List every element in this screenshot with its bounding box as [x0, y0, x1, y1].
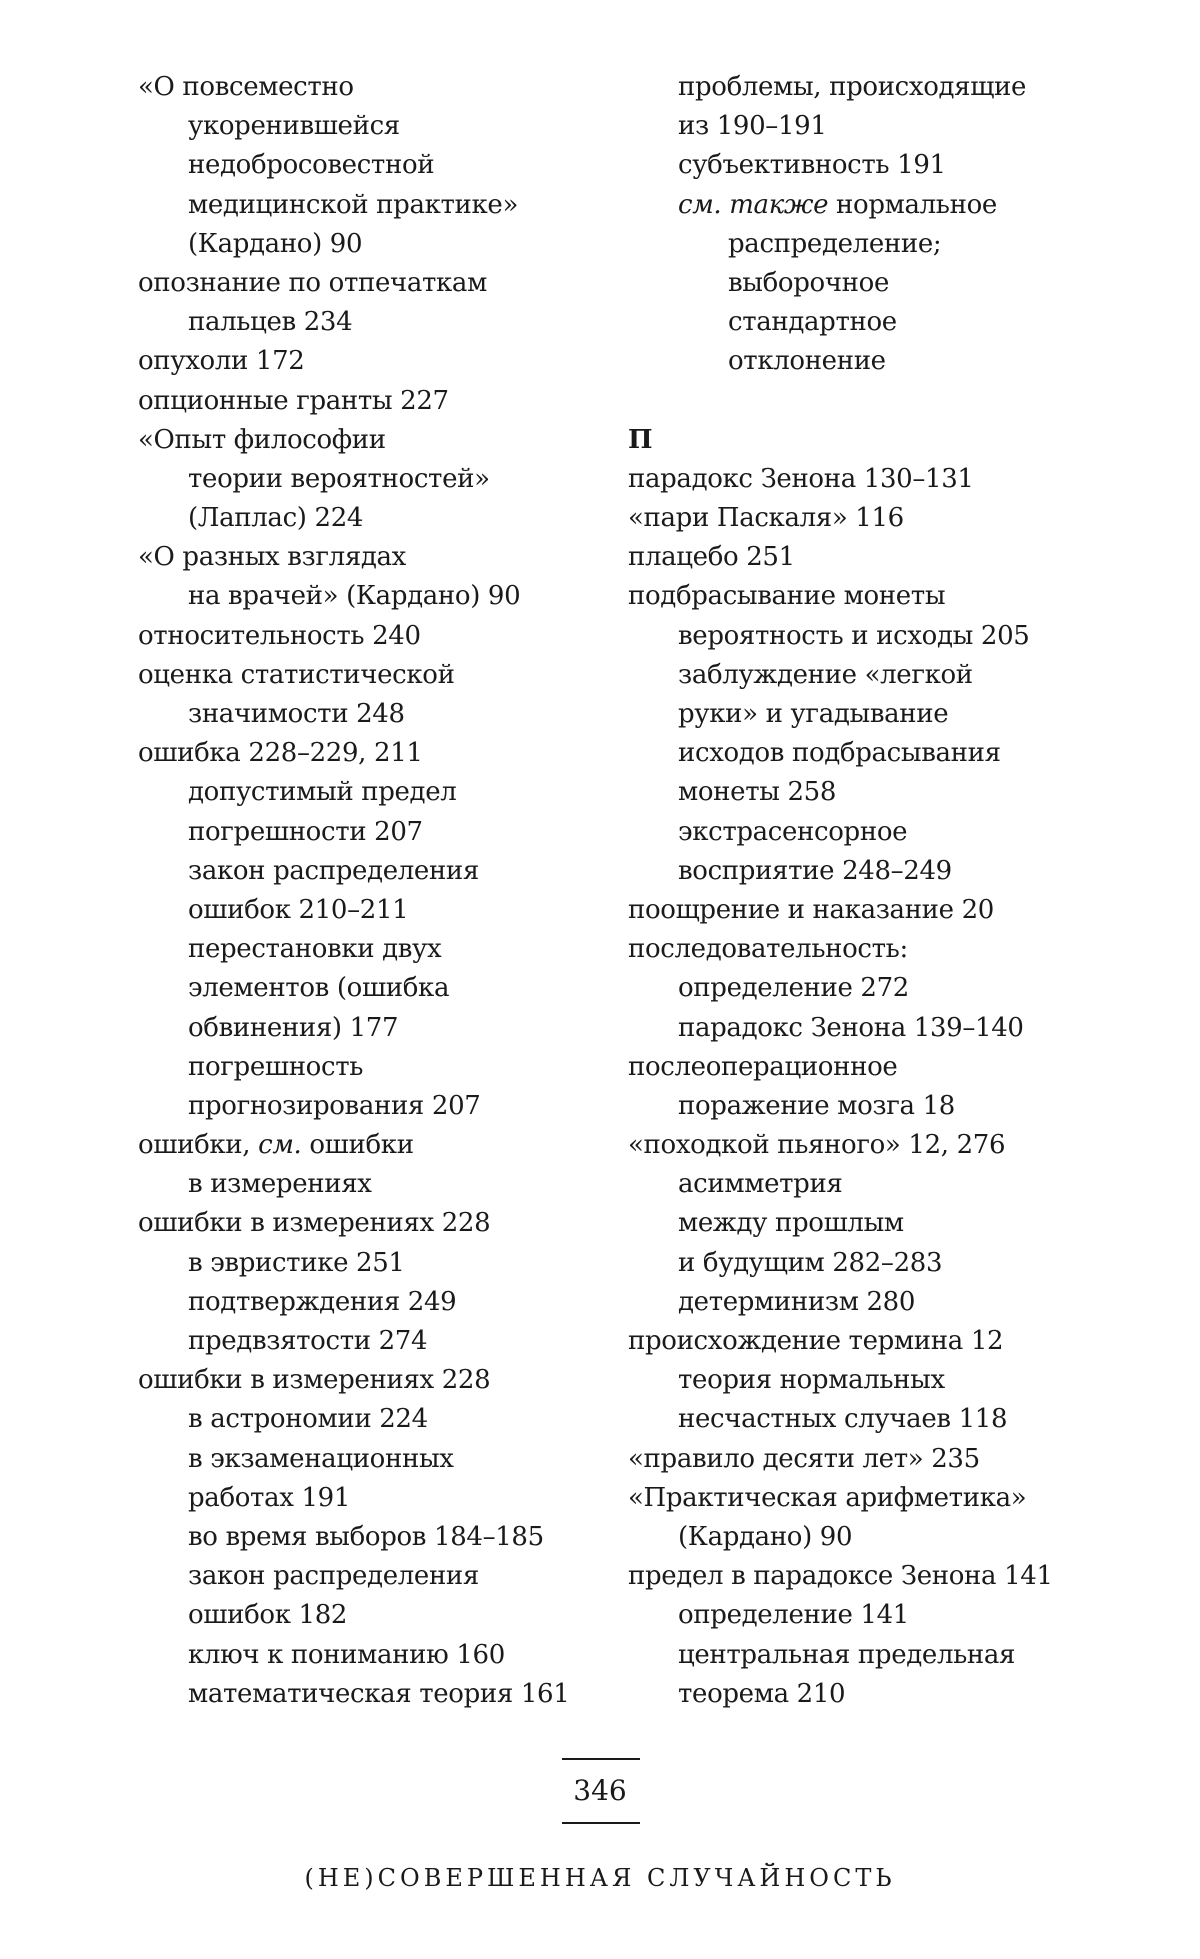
- index-subentry: [628, 969, 1088, 1008]
- index-entry: [138, 734, 608, 773]
- entry-text: закон распределения: [188, 1561, 479, 1592]
- entry-text: относительность 240: [138, 620, 421, 651]
- entry-text: предел в парадоксе Зенона 141: [628, 1561, 1053, 1592]
- index-entry: [138, 421, 608, 460]
- entry-text: П: [628, 424, 653, 455]
- entry-text: медицинской практике»: [188, 189, 519, 220]
- index-entry: [628, 1479, 1088, 1518]
- index-subentry: [138, 891, 608, 930]
- index-subentry: [628, 852, 1088, 891]
- entry-text: асимметрия: [678, 1169, 843, 1200]
- entry-text: субъективность 191: [678, 150, 946, 181]
- index-subentry: [138, 1518, 608, 1557]
- index-subentry: [628, 186, 1088, 225]
- entry-text: несчастных случаев 118: [678, 1404, 1008, 1435]
- index-subentry: [138, 695, 608, 734]
- entry-text: погрешности 207: [188, 816, 423, 847]
- entry-text: работах 191: [188, 1482, 351, 1513]
- index-entry: [628, 499, 1088, 538]
- entry-text: теория нормальных: [678, 1365, 945, 1396]
- index-subentry: [138, 969, 608, 1008]
- index-subentry: [138, 577, 608, 616]
- index-subentry: [628, 773, 1088, 812]
- entry-text: перестановки двух: [188, 934, 442, 965]
- entry-text: монеты 258: [678, 777, 837, 808]
- index-entry: [628, 460, 1088, 499]
- entry-text: ошибка 228–229, 211: [138, 738, 423, 769]
- index-subentry: [138, 107, 608, 146]
- running-footer-title: (НЕ)СОВЕРШЕННАЯ СЛУЧАЙНОСТЬ: [304, 1864, 896, 1892]
- index-subentry: [628, 146, 1088, 185]
- index-entry: [138, 342, 608, 381]
- index-subentry: [138, 1636, 608, 1675]
- entry-text: (Лаплас) 224: [188, 503, 364, 534]
- entry-text: исходов подбрасывания: [678, 738, 1001, 769]
- section-gap: [628, 382, 1088, 421]
- entry-text: укоренившейся: [188, 111, 400, 142]
- entry-text: обвинения) 177: [188, 1012, 399, 1043]
- index-column-right: [628, 68, 1088, 1714]
- index-entry: [628, 577, 1088, 616]
- index-subentry: [628, 68, 1088, 107]
- index-entry: [628, 1322, 1088, 1361]
- entry-text: «походкой пьяного» 12, 276: [628, 1130, 1006, 1161]
- index-subentry: [138, 1557, 608, 1596]
- index-subentry: [138, 773, 608, 812]
- index-subentry: [138, 303, 608, 342]
- index-subentry: [628, 695, 1088, 734]
- folio-rule-bottom: [562, 1822, 640, 1824]
- entry-text: опознание по отпечаткам: [138, 267, 487, 298]
- index-subentry: [628, 342, 1088, 381]
- index-subentry: [628, 1596, 1088, 1635]
- entry-text: «Опыт философии: [138, 424, 386, 455]
- entry-text: последовательность:: [628, 934, 908, 965]
- index-entry: [138, 1126, 608, 1165]
- entry-text: распределение;: [728, 228, 942, 259]
- entry-text: (Кардано) 90: [188, 228, 363, 259]
- index-subentry: [628, 1283, 1088, 1322]
- index-entry: [138, 538, 608, 577]
- entry-text: руки» и угадывание: [678, 699, 949, 729]
- entry-text: заблуждение «легкой: [678, 659, 973, 690]
- entry-text: центральная предельная: [678, 1639, 1016, 1670]
- entry-text: из 190–191: [678, 111, 827, 142]
- index-subentry: [628, 1361, 1088, 1400]
- entry-text: «пари Паскаля» 116: [628, 503, 904, 534]
- entry-text: в экзаменационных: [188, 1443, 454, 1474]
- entry-text: поражение мозга 18: [678, 1090, 955, 1121]
- entry-text: стандартное: [728, 307, 897, 338]
- index-entry: [138, 68, 608, 107]
- index-entry: [628, 538, 1088, 577]
- index-section-letter: [628, 421, 1088, 460]
- entry-text: теорема 210: [678, 1678, 846, 1709]
- entry-text-continued: ошибки: [301, 1130, 414, 1161]
- entry-text: допустимый предел: [188, 777, 457, 808]
- entry-text: и будущим 282–283: [678, 1247, 943, 1278]
- index-subentry: [628, 1204, 1088, 1243]
- entry-text: ошибок 210–211: [188, 894, 409, 925]
- index-subentry: [628, 1636, 1088, 1675]
- index-column-left: [138, 68, 608, 1714]
- index-entry: [138, 1204, 608, 1243]
- entry-text: «Практическая арифметика»: [628, 1482, 1027, 1513]
- entry-text: отклонение: [728, 346, 886, 377]
- entry-text: определение 272: [678, 973, 909, 1004]
- entry-text: в эвристике 251: [188, 1247, 405, 1278]
- index-subentry: [628, 734, 1088, 773]
- index-subentry: [138, 146, 608, 185]
- entry-text: определение 141: [678, 1600, 909, 1631]
- index-subentry: [138, 1009, 608, 1048]
- index-entry: [138, 656, 608, 695]
- index-subentry: [138, 1244, 608, 1283]
- index-subentry: [628, 813, 1088, 852]
- index-entry: [628, 1440, 1088, 1479]
- index-subentry: [628, 617, 1088, 656]
- index-subentry: [628, 1675, 1088, 1714]
- index-subentry: [138, 1322, 608, 1361]
- index-subentry: [138, 813, 608, 852]
- cross-reference-marker: см. также: [678, 189, 829, 220]
- entry-text: проблемы, происходящие: [678, 72, 1027, 102]
- entry-text: выборочное: [728, 267, 889, 298]
- entry-text: парадокс Зенона 130–131: [628, 463, 974, 494]
- entry-text: погрешность: [188, 1051, 364, 1082]
- entry-text: «правило десяти лет» 235: [628, 1443, 980, 1474]
- entry-text: ошибок 182: [188, 1600, 348, 1631]
- entry-text: в измерениях: [188, 1169, 372, 1200]
- index-entry: [138, 264, 608, 303]
- index-subentry: [138, 499, 608, 538]
- index-subentry: [138, 852, 608, 891]
- index-entry: [138, 382, 608, 421]
- index-subentry: [138, 1283, 608, 1322]
- entry-text: ошибки в измерениях 228: [138, 1208, 491, 1239]
- entry-text: подбрасывание монеты: [628, 581, 946, 612]
- index-subentry: [628, 1009, 1088, 1048]
- index-subentry: [138, 460, 608, 499]
- index-subentry: [628, 1400, 1088, 1439]
- index-entry: [628, 930, 1088, 969]
- index-subentry: [138, 225, 608, 264]
- entry-text: (Кардано) 90: [678, 1521, 853, 1552]
- index-subentry: [628, 303, 1088, 342]
- index-subentry: [138, 1675, 608, 1714]
- index-subentry: [628, 656, 1088, 695]
- entry-text: «О повсеместно: [138, 72, 354, 102]
- index-entry: [138, 1361, 608, 1400]
- entry-text: опционные гранты 227: [138, 385, 449, 416]
- entry-text: оценка статистической: [138, 659, 455, 690]
- index-entry: [628, 1048, 1088, 1087]
- entry-text: недобросовестной: [188, 150, 435, 181]
- entry-text: значимости 248: [188, 699, 405, 729]
- index-subentry: [138, 1596, 608, 1635]
- index-subentry: [628, 264, 1088, 303]
- entry-text: парадокс Зенона 139–140: [678, 1012, 1024, 1043]
- entry-text: математическая теория 161: [188, 1678, 570, 1709]
- entry-text: восприятие 248–249: [678, 855, 952, 886]
- index-subentry: [628, 1518, 1088, 1557]
- index-subentry: [628, 1244, 1088, 1283]
- index-subentry: [138, 1165, 608, 1204]
- page-number: 346: [573, 1774, 627, 1807]
- entry-text: предвзятости 274: [188, 1326, 428, 1356]
- index-subentry: [138, 1087, 608, 1126]
- entry-text: плацебо 251: [628, 542, 795, 573]
- index-subentry: [138, 1479, 608, 1518]
- cross-reference-marker: см.: [258, 1130, 302, 1161]
- index-entry: [628, 891, 1088, 930]
- index-entry: [628, 1557, 1088, 1596]
- entry-text: теории вероятностей»: [188, 463, 490, 494]
- index-subentry: [628, 107, 1088, 146]
- entry-text: прогнозирования 207: [188, 1090, 481, 1121]
- entry-text: во время выборов 184–185: [188, 1521, 544, 1552]
- index-subentry: [138, 1048, 608, 1087]
- entry-text: поощрение и наказание 20: [628, 894, 994, 925]
- entry-text: «О разных взглядах: [138, 542, 406, 573]
- entry-text: происхождение термина 12: [628, 1326, 1004, 1356]
- folio-rule-top: [562, 1758, 640, 1760]
- index-subentry: [138, 1400, 608, 1439]
- index-entry: [628, 1126, 1088, 1165]
- entry-text: ошибки в измерениях 228: [138, 1365, 491, 1396]
- entry-text: закон распределения: [188, 855, 479, 886]
- entry-text: ключ к пониманию 160: [188, 1639, 505, 1670]
- entry-text: ошибки,: [138, 1130, 259, 1161]
- entry-text: послеоперационное: [628, 1051, 898, 1082]
- index-subentry: [628, 1165, 1088, 1204]
- index-subentry: [138, 930, 608, 969]
- index-subentry: [628, 225, 1088, 264]
- entry-text: пальцев 234: [188, 307, 353, 338]
- entry-text: экстрасенсорное: [678, 816, 908, 847]
- index-subentry: [138, 186, 608, 225]
- entry-text-continued: нормальное: [828, 189, 997, 220]
- index-subentry: [628, 1087, 1088, 1126]
- entry-text: вероятность и исходы 205: [678, 620, 1030, 651]
- entry-text: элементов (ошибка: [188, 973, 450, 1004]
- index-entry: [138, 617, 608, 656]
- entry-text: на врачей» (Кардано) 90: [188, 581, 521, 612]
- entry-text: детерминизм 280: [678, 1286, 916, 1317]
- entry-text: подтверждения 249: [188, 1286, 457, 1317]
- index-subentry: [138, 1440, 608, 1479]
- entry-text: в астрономии 224: [188, 1404, 428, 1435]
- entry-text: между прошлым: [678, 1208, 904, 1239]
- entry-text: опухоли 172: [138, 346, 305, 377]
